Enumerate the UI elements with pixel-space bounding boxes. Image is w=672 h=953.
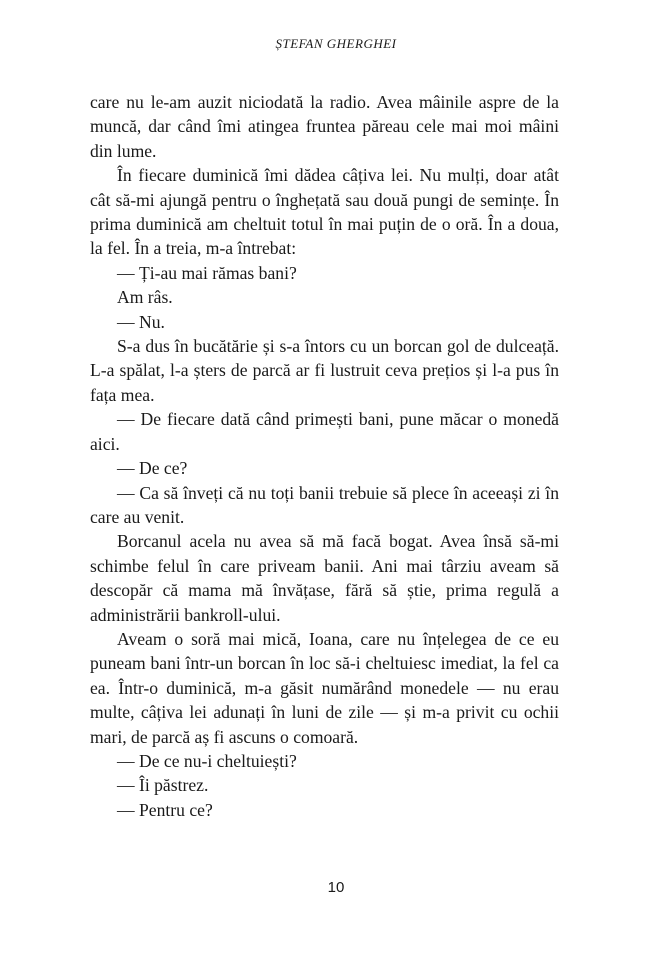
- page-number: 10: [327, 879, 345, 896]
- paragraph: Aveam o soră mai mică, Ioana, care nu înțelegea de ce eu puneam bani într-un borcan în loc să-i cheltuiesc imediat, la fel ca ea. Într-o duminică, m-a găsit numărând monedele — nu erau multe, câțiva lei adunați în luni de zile — și m-a privit cu ochii mari, de parcă aș fi ascuns o comoară.: [90, 628, 559, 747]
- paragraph: S-a dus în bucătărie și s-a întors cu un borcan gol de dulceață. L-a spălat, l-a șters de parcă ar fi lustruit ceva prețios și l-a pus în fața mea.: [90, 336, 559, 405]
- dialogue-line: — De ce nu-i cheltuiești?: [117, 750, 297, 771]
- dialogue-line: — Pentru ce?: [117, 799, 213, 820]
- paragraph: În fiecare duminică îmi dădea câțiva lei. Nu mulți, doar atât cât să-mi ajungă pentru o înghețată sau două pungi de semințe. În prima duminică am cheltuit totul în mai puțin de o oră. În a doua, la fel. În a treia, m-a întrebat:: [90, 165, 559, 259]
- dialogue-line: — Ți-au mai rămas bani?: [117, 262, 297, 283]
- dialogue-line: — Ca să înveți că nu toți banii trebuie să plece în aceeași zi în care au venit.: [90, 482, 559, 527]
- paragraph: Borcanul acela nu avea să mă facă bogat. Avea însă să-mi schimbe felul în care priveam banii. Ani mai târziu aveam să descopăr că mama mă învățase, fără să știe, prima regulă a administrării bankroll-ului.: [90, 531, 559, 625]
- paragraph: Am râs.: [117, 287, 173, 308]
- dialogue-line: — Îi păstrez.: [117, 775, 209, 796]
- dialogue-line: — Nu.: [117, 311, 165, 332]
- paragraph: care nu le-am auzit niciodată la radio. Avea mâinile aspre de la muncă, dar când îmi atingea fruntea păreau cele mai moi mâini din lume.: [90, 92, 559, 161]
- body-text: [90, 90, 559, 822]
- dialogue-line: — De ce?: [117, 458, 188, 479]
- dialogue-line: — De fiecare dată când primești bani, pune măcar o monedă aici.: [90, 409, 559, 454]
- running-header-author: ȘTEFAN GHERGHEI: [275, 36, 397, 51]
